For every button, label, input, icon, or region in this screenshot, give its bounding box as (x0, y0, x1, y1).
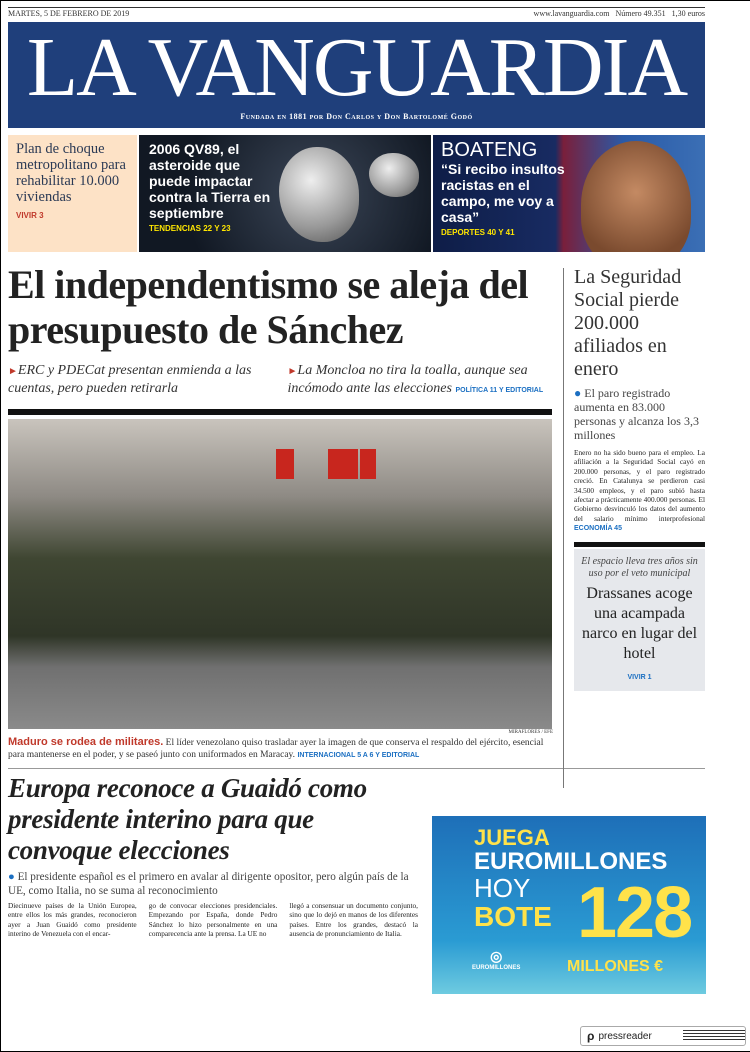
photo-credit: MIRAFLORES / EFE (508, 730, 553, 735)
caption-title: Maduro se rodea de militares. (8, 736, 164, 748)
box-headline: Drassanes acoge una acampada narco en lugar del hotel (581, 584, 698, 662)
pressreader-badge[interactable] (580, 1026, 746, 1046)
section-ref[interactable]: POLÍTICA 11 Y EDITORIAL (455, 387, 544, 394)
top-rule (8, 7, 705, 8)
promo-section: TENDENCIAS 22 Y 23 (149, 224, 231, 233)
section-ref[interactable]: INTERNACIONAL 5 A 6 Y EDITORIAL (297, 752, 420, 759)
euromillones-ad[interactable] (432, 816, 706, 994)
body-column: go de convocar elecciones presidenciales. Empezando por España, donde Pedro Sánchez lo hizo personalmente en una comparecencia ante la prensa. La UE no (148, 901, 278, 938)
lead-headline[interactable]: El independentismo se aleja del presupuesto de Sánchez (8, 262, 529, 352)
promo-vivir[interactable] (8, 135, 137, 252)
right-column (574, 266, 705, 691)
section-ref[interactable]: ECONOMÍA 45 (574, 525, 622, 533)
bullet-text: El presidente español es el primero en avalar al dirigente opositor, pero algún país de la UE, como Italia, no se suma al reconocimiento (8, 871, 409, 897)
arrow-icon: ► (8, 366, 18, 377)
divider-bar (8, 409, 552, 415)
section-rule (8, 768, 705, 769)
fine-print (683, 1030, 745, 1042)
promo-section: VIVIR 3 (16, 211, 44, 220)
promo-boateng[interactable] (433, 135, 705, 252)
promo-title: “Si recibo insultos racistas en el campo, me voy a casa” (441, 161, 565, 225)
social-security-body (574, 448, 705, 534)
body-column: Diecinueve países de la Unión Europea, entre ellos los más grandes, reconocieron ayer a Juan Guaidó como presidente interino de Venezuela con el encar- (8, 901, 137, 938)
subhead-2: La Moncloa no tira la toalla, aunque sea incómodo ante las elecciones (287, 363, 528, 396)
section-ref: VIVIR 1 (627, 673, 652, 681)
promo-title: Plan de choque metropolitano para rehabilitar 10.000 viviendas (16, 141, 126, 205)
arrow-icon: ► (287, 366, 298, 377)
drassanes-box[interactable] (574, 549, 705, 691)
newspaper-logo: LA VANGUARDIA (26, 21, 687, 114)
europa-headline[interactable]: Europa reconoce a Guaidó como presidente interino para que convoque elecciones (8, 773, 367, 865)
promo-kicker: BOATENG (441, 139, 538, 161)
social-security-headline[interactable]: La Seguridad Social pierde 200.000 afiliados en enero (574, 266, 682, 380)
dateline (8, 9, 705, 18)
divider-bar (574, 542, 705, 547)
brand-text: EUROMILLONES (472, 965, 521, 971)
ad-line: BOTE (474, 901, 552, 932)
europa-body (8, 901, 418, 938)
subhead-1: ERC y PDECat presentan enmienda a las cuentas, pero pueden retirarla (8, 363, 252, 396)
founded-line: Fundada en 1881 por Don Carlos y Don Bartolomé Godó (240, 112, 473, 121)
column-rule (563, 268, 564, 788)
lead-subheads (8, 362, 553, 399)
masthead (8, 22, 705, 128)
ad-line: JUEGA (474, 825, 550, 850)
lead-photo (8, 419, 552, 729)
caption-text: El líder venezolano quiso trasladar ayer la imagen de que conserva el respaldo del ejército, esencial para mantenerse en el poder, y se paseó junto con uniformados en Maracay. (8, 738, 544, 760)
pressreader-label: pressreader (598, 1030, 652, 1042)
ad-line: HOY (474, 873, 531, 903)
body-text: Enero no ha sido bueno para el empleo. La afiliación a la Seguridad Social cayó en 200.000 personas, y el paro registrado creció. En Catalunya se perdieron casi 34.500 empleos, y el paro subió hasta afectar a prácticamente 400.000 personas. El Gobierno desvinculó los datos del aumento del salario mínimo interprofesional (574, 448, 705, 523)
asteroid-image-small (369, 153, 419, 197)
photo-caption (8, 736, 553, 762)
pressreader-icon: ρ (587, 1029, 595, 1043)
euromillones-logo (472, 948, 520, 971)
website-link[interactable]: www.lavanguardia.com (533, 9, 610, 18)
bullet-text: El paro registrado aumenta en 83.000 personas y alcanza los 3,3 millones (574, 386, 699, 442)
body-column: llegó a consensuar un documento conjunto, sino que lo dejó en manos de los diferentes países. Entre los grandes, destacó la ausencia de pronunciamiento de Italia. (289, 901, 419, 938)
promo-asteroid[interactable] (139, 135, 431, 252)
issue-number: Número 49.351 (615, 9, 666, 18)
social-security-bullet (574, 386, 705, 442)
promo-section: DEPORTES 40 Y 41 (441, 228, 515, 237)
ad-line: EUROMILLONES (474, 848, 668, 875)
jackpot-unit: MILLONES € (567, 958, 664, 975)
jackpot-amount: 128 (577, 873, 692, 953)
bullet-icon: ● (8, 871, 18, 883)
promo-title: 2006 QV89, el asteroide que puede impactar contra la Tierra en septiembre (149, 141, 271, 221)
date: MARTES, 5 DE FEBRERO DE 2019 (8, 9, 130, 18)
bullet-icon: ● (574, 386, 585, 400)
price: 1,30 euros (671, 9, 705, 18)
europa-bullet (8, 870, 418, 898)
box-kicker: El espacio lleva tres años sin uso por el veto municipal (581, 555, 698, 579)
euromillones-icon: ◎ (490, 948, 503, 964)
